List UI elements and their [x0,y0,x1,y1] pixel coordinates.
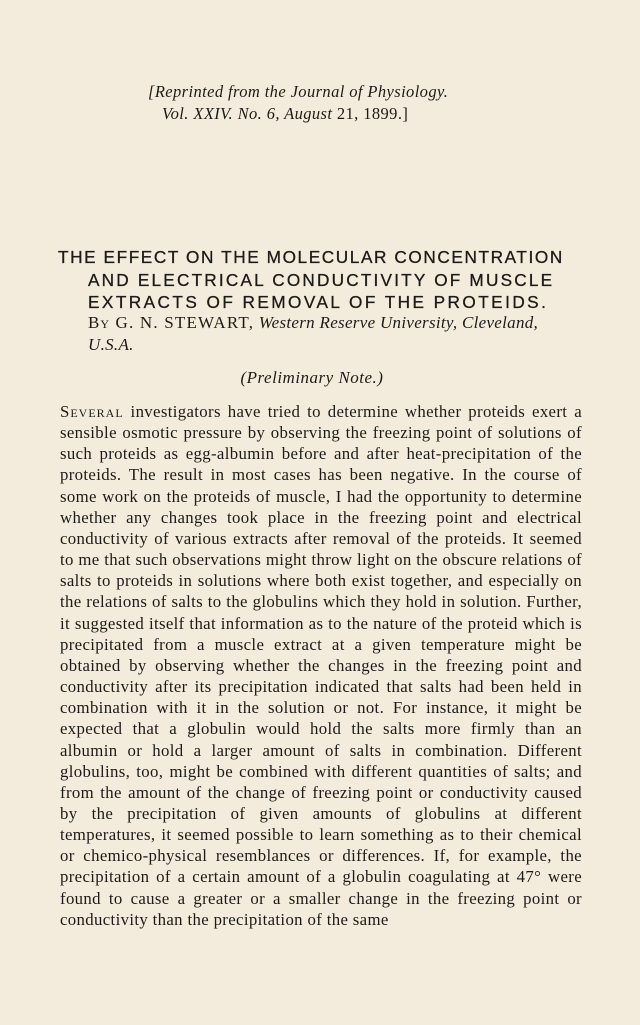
reprint-source: [Reprinted from the Journal of Physiology. [148,82,449,101]
author-affiliation: Western Reserve University, Cleveland, U.S.A. [88,313,539,354]
body-text: investigators have tried to determine whether proteids exert a sensible osmotic pressure by observing the freezing point of solutions of such proteids as egg-albumin before and after heat-precipitation of the proteids. The result in most cases has been negative. In the course of some work on the proteids of muscle, I had the opportunity to determine whether any changes took place in the freezing point and electrical conductivity of various extracts after removal of the proteids. It seemed to me that such observations might throw light on the obscure relations of salts to proteids in solutions where both exist together, and especially on the relations of salts to the globulins which they hold in solution. Further, it suggested itself that information as to the nature of the proteid which is precipitated from a muscle extract at a given temperature might be obtained by observing whether the changes in the freezing point and conductivity after its precipitation indicated that salts had been held in combination with it in the solution or not. For instance, it might be expected that a globulin would hold the salts more firmly than an albumin or hold a larger amount of salts in combination. Different globulins, too, might be combined with different quantities of salts; and from the amount of the change of freezing point or conductivity caused by the precipitation of given amounts of globulins at different temperatures, it seemed possible to learn something as to their chemical or chemico-physical resemblances or differences. If, for example, the precipitation of a certain amount of a globulin coagulating at 47° were found to cause a greater or a smaller change in the freezing point or conductivity than the precipitation of the same [60,402,582,929]
title-line-3: EXTRACTS OF REMOVAL OF THE PROTEIDS. [88,292,549,312]
article-title [58,246,580,314]
body-lead-word: Several [60,402,124,421]
reprint-notice [148,81,508,125]
preliminary-note: (Preliminary Note.) [240,368,384,387]
author-line [88,312,584,356]
body-paragraph [60,401,582,930]
reprint-volume: Vol. XXIV. No. 6, August [162,104,333,123]
title-line-1: THE EFFECT ON THE MOLECULAR CONCENTRATION [58,247,564,267]
author-by: By [88,313,111,332]
author-name: G. N. STEWART, [110,313,255,332]
title-line-2: AND ELECTRICAL CONDUCTIVITY OF MUSCLE [88,269,555,290]
reprint-date: 21, 1899.] [332,104,409,123]
